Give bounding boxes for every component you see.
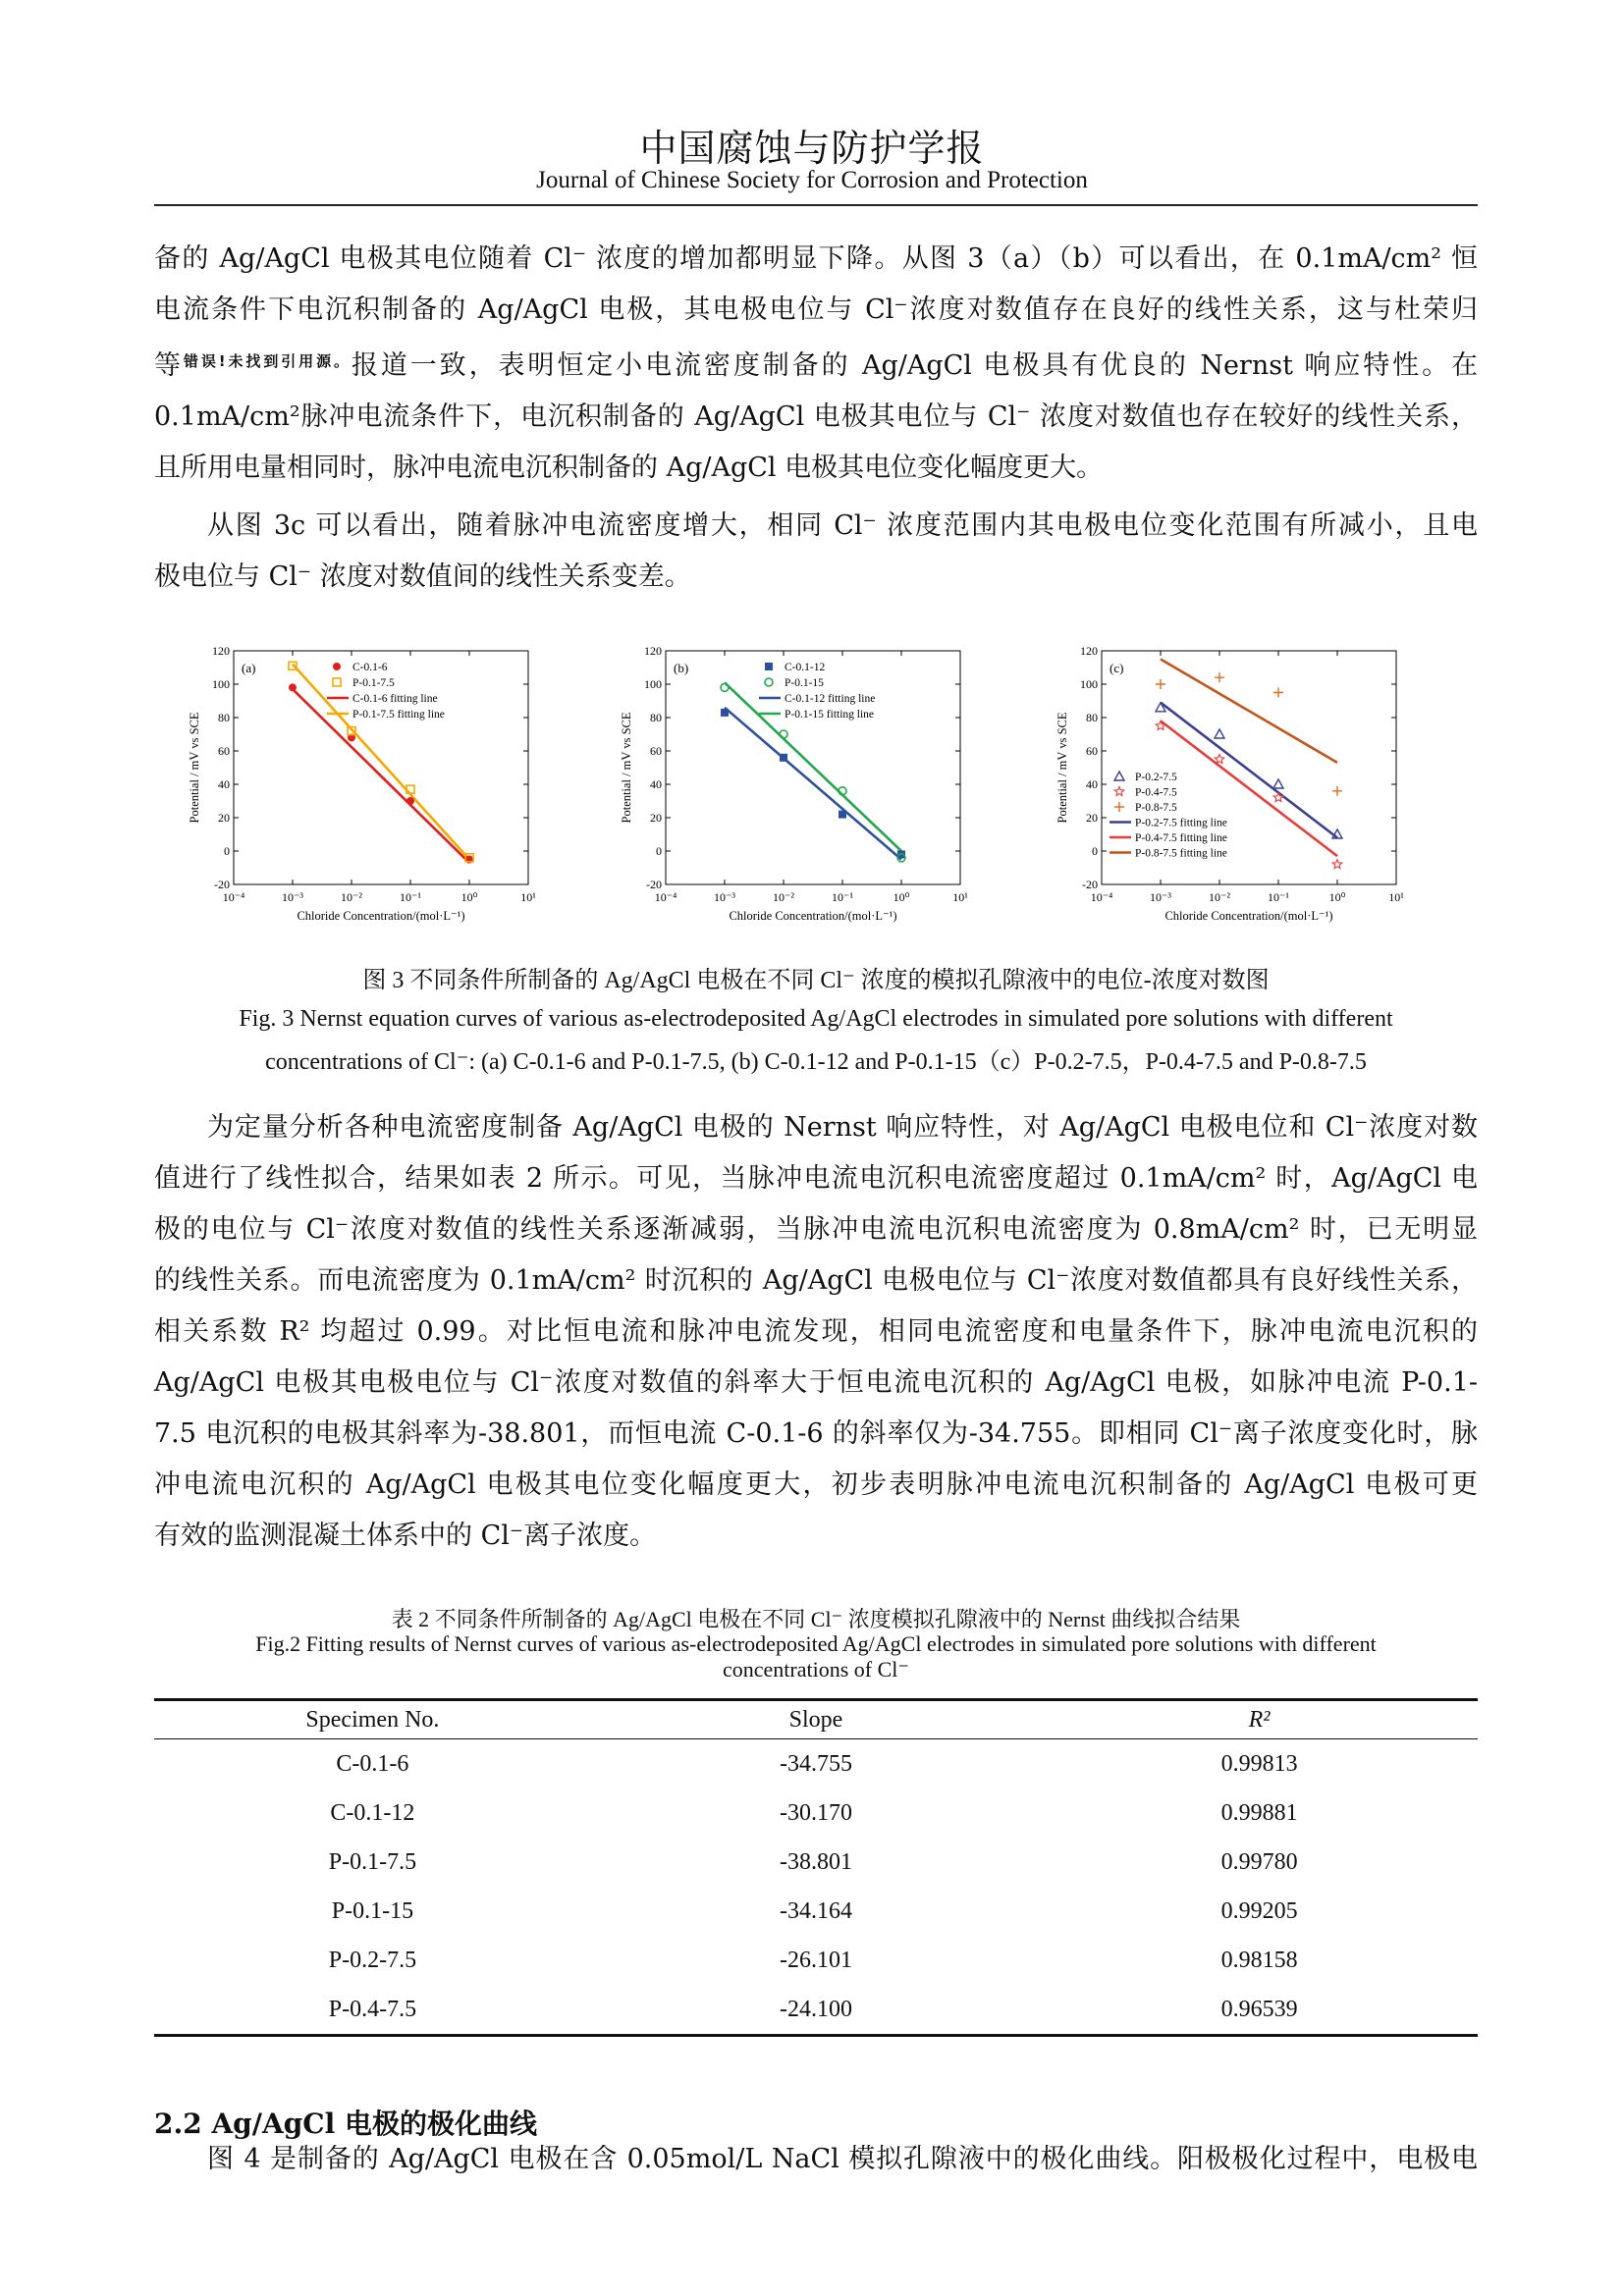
x-axis-label: Chloride Concentration/(mol·L⁻¹) xyxy=(1164,909,1333,923)
data-point xyxy=(721,709,729,717)
table-cell: P-0.1-7.5 xyxy=(328,1848,417,1875)
column-header: Slope xyxy=(591,1701,1041,1739)
fitting-line xyxy=(1161,660,1337,763)
column-header: R² xyxy=(1041,1701,1478,1739)
x-tick-label: 10⁻² xyxy=(773,890,794,904)
chart-b-svg xyxy=(607,643,980,947)
table-cell: -34.755 xyxy=(779,1750,852,1777)
data-point xyxy=(1273,779,1283,788)
table-row xyxy=(154,1936,1478,1985)
x-tick-label: 10⁻³ xyxy=(714,890,735,904)
table-cell: 0.99205 xyxy=(1220,1897,1298,1924)
x-tick-label: 10¹ xyxy=(952,890,968,904)
table-caption-cn: 表 2 不同条件所制备的 Ag/AgCl 电极在不同 Cl⁻ 浓度模拟孔隙液中的 Nernst 曲线拟合结果 xyxy=(391,1607,1241,1631)
paragraph-line: 的线性关系。而电流密度为 0.1mA/cm² 时沉积的 Ag/AgCl 电极电位与 Cl⁻浓度对数值都具有良好线性关系， xyxy=(154,1265,1478,1296)
table-cell: 0.99813 xyxy=(1220,1750,1298,1777)
paragraph-line: 极电位与 Cl⁻ 浓度对数值间的线性关系变差。 xyxy=(154,561,691,592)
legend-label: P-0.4-7.5 fitting line xyxy=(1135,832,1227,844)
figure-caption-line: Fig. 3 Nernst equation curves of various as-electrodeposited Ag/AgCl electrodes in simulated pore solutions with different xyxy=(239,1006,1393,1032)
panel-label: (b) xyxy=(674,661,689,675)
table-bottom-rule xyxy=(154,2034,1478,2037)
paragraph-line: 从图 3c 可以看出，随着脉冲电流密度增大，相同 Cl⁻ 浓度范围内其电极电位变化范围有所减小，且电 xyxy=(207,510,1478,541)
section-first-line xyxy=(154,2134,1478,2185)
data-point xyxy=(333,663,341,670)
y-tick-label: 40 xyxy=(650,777,662,791)
table-row xyxy=(154,1789,1478,1838)
y-axis-label: Potential / mV vs SCE xyxy=(188,712,201,824)
y-tick-label: 0 xyxy=(224,844,230,858)
y-axis-label: Potential / mV vs SCE xyxy=(620,712,633,824)
table-cell: 0.98158 xyxy=(1220,1947,1298,1973)
table-caption-en xyxy=(154,1631,1478,1682)
paragraph-line: 为定量分析各种电流密度制备 Ag/AgCl 电极的 Nernst 响应特性，对 Ag/AgCl 电极电位和 Cl⁻浓度对数 xyxy=(207,1112,1478,1143)
table-cell: P-0.2-7.5 xyxy=(328,1947,417,1973)
y-axis-label: Potential / mV vs SCE xyxy=(1056,712,1069,824)
x-tick-label: 10¹ xyxy=(1388,890,1404,904)
y-tick-label: 0 xyxy=(656,844,662,858)
legend-label: C-0.1-12 fitting line xyxy=(785,693,876,705)
paragraph-line: 相关系数 R² 均超过 0.99。对比恒电流和脉冲电流发现，相同电流密度和电量条件下，脉冲电流电沉积的 xyxy=(154,1316,1478,1347)
y-tick-label: -20 xyxy=(214,878,230,891)
y-tick-label: -20 xyxy=(646,878,662,891)
y-tick-label: 20 xyxy=(218,811,230,825)
paragraph-line: 7.5 电沉积的电极其斜率为-38.801，而恒电流 C-0.1-6 的斜率仅为-34.755。即相同 Cl⁻离子浓度变化时，脉 xyxy=(154,1418,1478,1449)
paragraph-line: 备的 Ag/AgCl 电极其电位随着 Cl⁻ 浓度的增加都明显下降。从图 3（a）（b）可以看出，在 0.1mA/cm² 恒 xyxy=(154,243,1478,274)
data-point xyxy=(780,754,787,762)
table-cell: -34.164 xyxy=(779,1897,852,1924)
legend-label: P-0.1-15 fitting line xyxy=(785,709,875,721)
paragraph-text: 报道一致，表明恒定小电流密度制备的 Ag/AgCl 电极具有优良的 Nernst 响应特性。在 xyxy=(351,350,1479,381)
y-tick-label: 60 xyxy=(1086,744,1098,758)
x-tick-label: 10⁻² xyxy=(1209,890,1230,904)
x-tick-label: 10⁰ xyxy=(893,890,910,904)
y-tick-label: 20 xyxy=(650,811,662,825)
panel-label: (a) xyxy=(242,661,256,675)
table-cell: C-0.1-12 xyxy=(330,1799,415,1826)
y-tick-label: 100 xyxy=(212,677,230,691)
x-axis-label: Chloride Concentration/(mol·L⁻¹) xyxy=(729,909,897,923)
data-point xyxy=(1114,802,1124,812)
data-point xyxy=(289,683,297,691)
y-tick-label: 40 xyxy=(1086,777,1098,791)
paragraph-line: 值进行了线性拟合，结果如表 2 所示。可见，当脉冲电流电沉积电流密度超过 0.1mA/cm² 时，Ag/AgCl 电 xyxy=(154,1163,1478,1194)
x-tick-label: 10⁻⁴ xyxy=(654,890,677,904)
data-point xyxy=(1332,860,1342,869)
data-point xyxy=(1114,772,1124,780)
legend-label: P-0.2-7.5 xyxy=(1135,772,1177,783)
data-point xyxy=(839,811,846,819)
x-tick-label: 10⁻³ xyxy=(1150,890,1171,904)
data-point xyxy=(1156,679,1165,689)
table-caption-line: concentrations of Cl⁻ xyxy=(722,1657,909,1682)
chart-a xyxy=(175,643,548,951)
table-row xyxy=(154,1887,1478,1936)
y-tick-label: 0 xyxy=(1092,844,1098,858)
table-cell: -30.170 xyxy=(779,1799,852,1826)
data-point xyxy=(721,683,729,691)
table-cell: C-0.1-6 xyxy=(336,1750,409,1777)
table-row xyxy=(154,1739,1478,1789)
paragraph-3 xyxy=(154,1102,1478,1562)
paragraph-2 xyxy=(154,501,1478,603)
legend-label: P-0.8-7.5 xyxy=(1135,802,1177,814)
data-point xyxy=(1215,672,1224,682)
table-row xyxy=(154,1838,1478,1887)
table-cell: -26.101 xyxy=(779,1947,852,1973)
data-point xyxy=(1273,688,1283,698)
paragraph-line: 图 4 是制备的 Ag/AgCl 电极在含 0.05mol/L NaCl 模拟孔隙液中的极化曲线。阳极极化过程中，电极电 xyxy=(207,2144,1478,2174)
y-tick-label: 80 xyxy=(218,711,230,724)
legend-label: P-0.8-7.5 fitting line xyxy=(1135,847,1227,860)
figure-caption-cn: 图 3 不同条件所制备的 Ag/AgCl 电极在不同 Cl⁻ 浓度的模拟孔隙液中的电位-浓度对数图 xyxy=(362,968,1270,993)
paragraph-line: 冲电流电沉积的 Ag/AgCl 电极其电位变化幅度更大，初步表明脉冲电流电沉积制备的 Ag/AgCl 电极可更 xyxy=(154,1469,1478,1500)
data-point xyxy=(765,678,773,686)
table-cell: 0.99780 xyxy=(1220,1848,1298,1875)
y-tick-label: 100 xyxy=(1080,677,1098,691)
figure-caption-en xyxy=(154,997,1478,1084)
x-tick-label: 10⁻¹ xyxy=(400,890,421,904)
x-axis-label: Chloride Concentration/(mol·L⁻¹) xyxy=(297,909,465,923)
paragraph-line xyxy=(154,336,1478,392)
paragraph-line: 0.1mA/cm²脉冲电流条件下，电沉积制备的 Ag/AgCl 电极其电位与 Cl⁻ 浓度对数值也存在较好的线性关系， xyxy=(154,401,1478,432)
table-cell: P-0.4-7.5 xyxy=(328,1996,417,2022)
chart-b xyxy=(607,643,980,951)
data-point xyxy=(406,797,414,805)
legend-label: P-0.1-7.5 fitting line xyxy=(352,709,445,721)
journal-title-en: Journal of Chinese Society for Corrosion and Protection xyxy=(536,167,1088,193)
table-cell: 0.96539 xyxy=(1220,1996,1298,2022)
x-tick-label: 10⁻¹ xyxy=(832,890,853,904)
x-tick-label: 10⁻² xyxy=(341,890,362,904)
y-tick-label: 60 xyxy=(650,744,662,758)
y-tick-label: 120 xyxy=(1080,644,1098,658)
table-cell: -38.801 xyxy=(779,1848,852,1875)
table-caption-line: Fig.2 Fitting results of Nernst curves of various as-electrodeposited Ag/AgCl electrodes in simulated pore solutions with different xyxy=(255,1631,1377,1656)
legend-label: C-0.1-6 xyxy=(352,662,388,673)
y-tick-label: 100 xyxy=(644,677,662,691)
paragraph-line: 极的电位与 Cl⁻浓度对数值的线性关系逐渐减弱，当脉冲电流电沉积电流密度为 0.8mA/cm² 时，已无明显 xyxy=(154,1214,1478,1245)
legend-label: P-0.2-7.5 fitting line xyxy=(1135,817,1227,829)
table-row xyxy=(154,1985,1478,2034)
chart-a-svg xyxy=(175,643,548,947)
paragraph-line: Ag/AgCl 电极其电极电位与 Cl⁻浓度对数值的斜率大于恒电流电沉积的 Ag/AgCl 电极，如脉冲电流 P-0.1- xyxy=(154,1367,1478,1398)
data-point xyxy=(1215,729,1224,738)
paragraph-text: 等 xyxy=(154,350,184,381)
y-tick-label: 120 xyxy=(212,644,230,658)
y-tick-label: 80 xyxy=(650,711,662,724)
figure-caption-line: concentrations of Cl⁻: (a) C-0.1-6 and P-0.1-7.5, (b) C-0.1-12 and P-0.1-15（c）P-0.2-7.5，P-0.4-7.5 and P-0.8-7.5 xyxy=(265,1049,1367,1075)
header-divider xyxy=(154,204,1478,206)
x-tick-label: 10⁻⁴ xyxy=(1090,890,1113,904)
x-tick-label: 10⁻¹ xyxy=(1268,890,1289,904)
x-tick-label: 10⁻⁴ xyxy=(222,890,245,904)
y-tick-label: 20 xyxy=(1086,811,1098,825)
x-tick-label: 10⁻³ xyxy=(282,890,303,904)
y-tick-label: -20 xyxy=(1082,878,1098,891)
x-tick-label: 10¹ xyxy=(520,890,536,904)
legend-label: P-0.4-7.5 xyxy=(1135,786,1177,799)
data-point xyxy=(1332,786,1342,796)
citation-error: 错误!未找到引用源。 xyxy=(183,352,352,370)
y-tick-label: 80 xyxy=(1086,711,1098,724)
column-header: Specimen No. xyxy=(154,1701,591,1739)
legend-label: C-0.1-12 xyxy=(785,662,826,673)
y-tick-label: 60 xyxy=(218,744,230,758)
paragraph-1 xyxy=(154,234,1478,494)
chart-c xyxy=(1043,643,1416,951)
legend-label: C-0.1-6 fitting line xyxy=(352,693,438,705)
panel-label: (c) xyxy=(1110,661,1124,675)
paragraph-line: 有效的监测混凝土体系中的 Cl⁻离子浓度。 xyxy=(154,1521,657,1551)
table-cell: -24.100 xyxy=(779,1996,852,2022)
y-tick-label: 40 xyxy=(218,777,230,791)
fitting-line xyxy=(725,708,901,860)
paragraph-line: 且所用电量相同时，脉冲电流电沉积制备的 Ag/AgCl 电极其电位变化幅度更大。 xyxy=(154,453,1104,483)
paragraph-line: 电流条件下电沉积制备的 Ag/AgCl 电极，其电极电位与 Cl⁻浓度对数值存在良好的线性关系，这与杜荣归 xyxy=(154,294,1478,325)
section-heading: 2.2 Ag/AgCl 电极的极化曲线 xyxy=(154,2108,537,2140)
table-cell: 0.99881 xyxy=(1220,1799,1298,1826)
y-tick-label: 120 xyxy=(644,644,662,658)
data-point xyxy=(765,663,773,670)
x-tick-label: 10⁰ xyxy=(460,890,478,904)
legend-label: P-0.1-15 xyxy=(785,677,824,689)
chart-c-svg xyxy=(1043,643,1416,947)
x-tick-label: 10⁰ xyxy=(1328,890,1346,904)
table-cell: P-0.1-15 xyxy=(331,1897,414,1924)
journal-title-cn: 中国腐蚀与防护学报 xyxy=(639,127,985,170)
data-point xyxy=(1114,787,1124,796)
legend-label: P-0.1-7.5 xyxy=(352,677,395,689)
fitting-results-table xyxy=(154,1701,1478,2034)
table-header-row xyxy=(154,1701,1478,1739)
data-point xyxy=(333,678,341,686)
